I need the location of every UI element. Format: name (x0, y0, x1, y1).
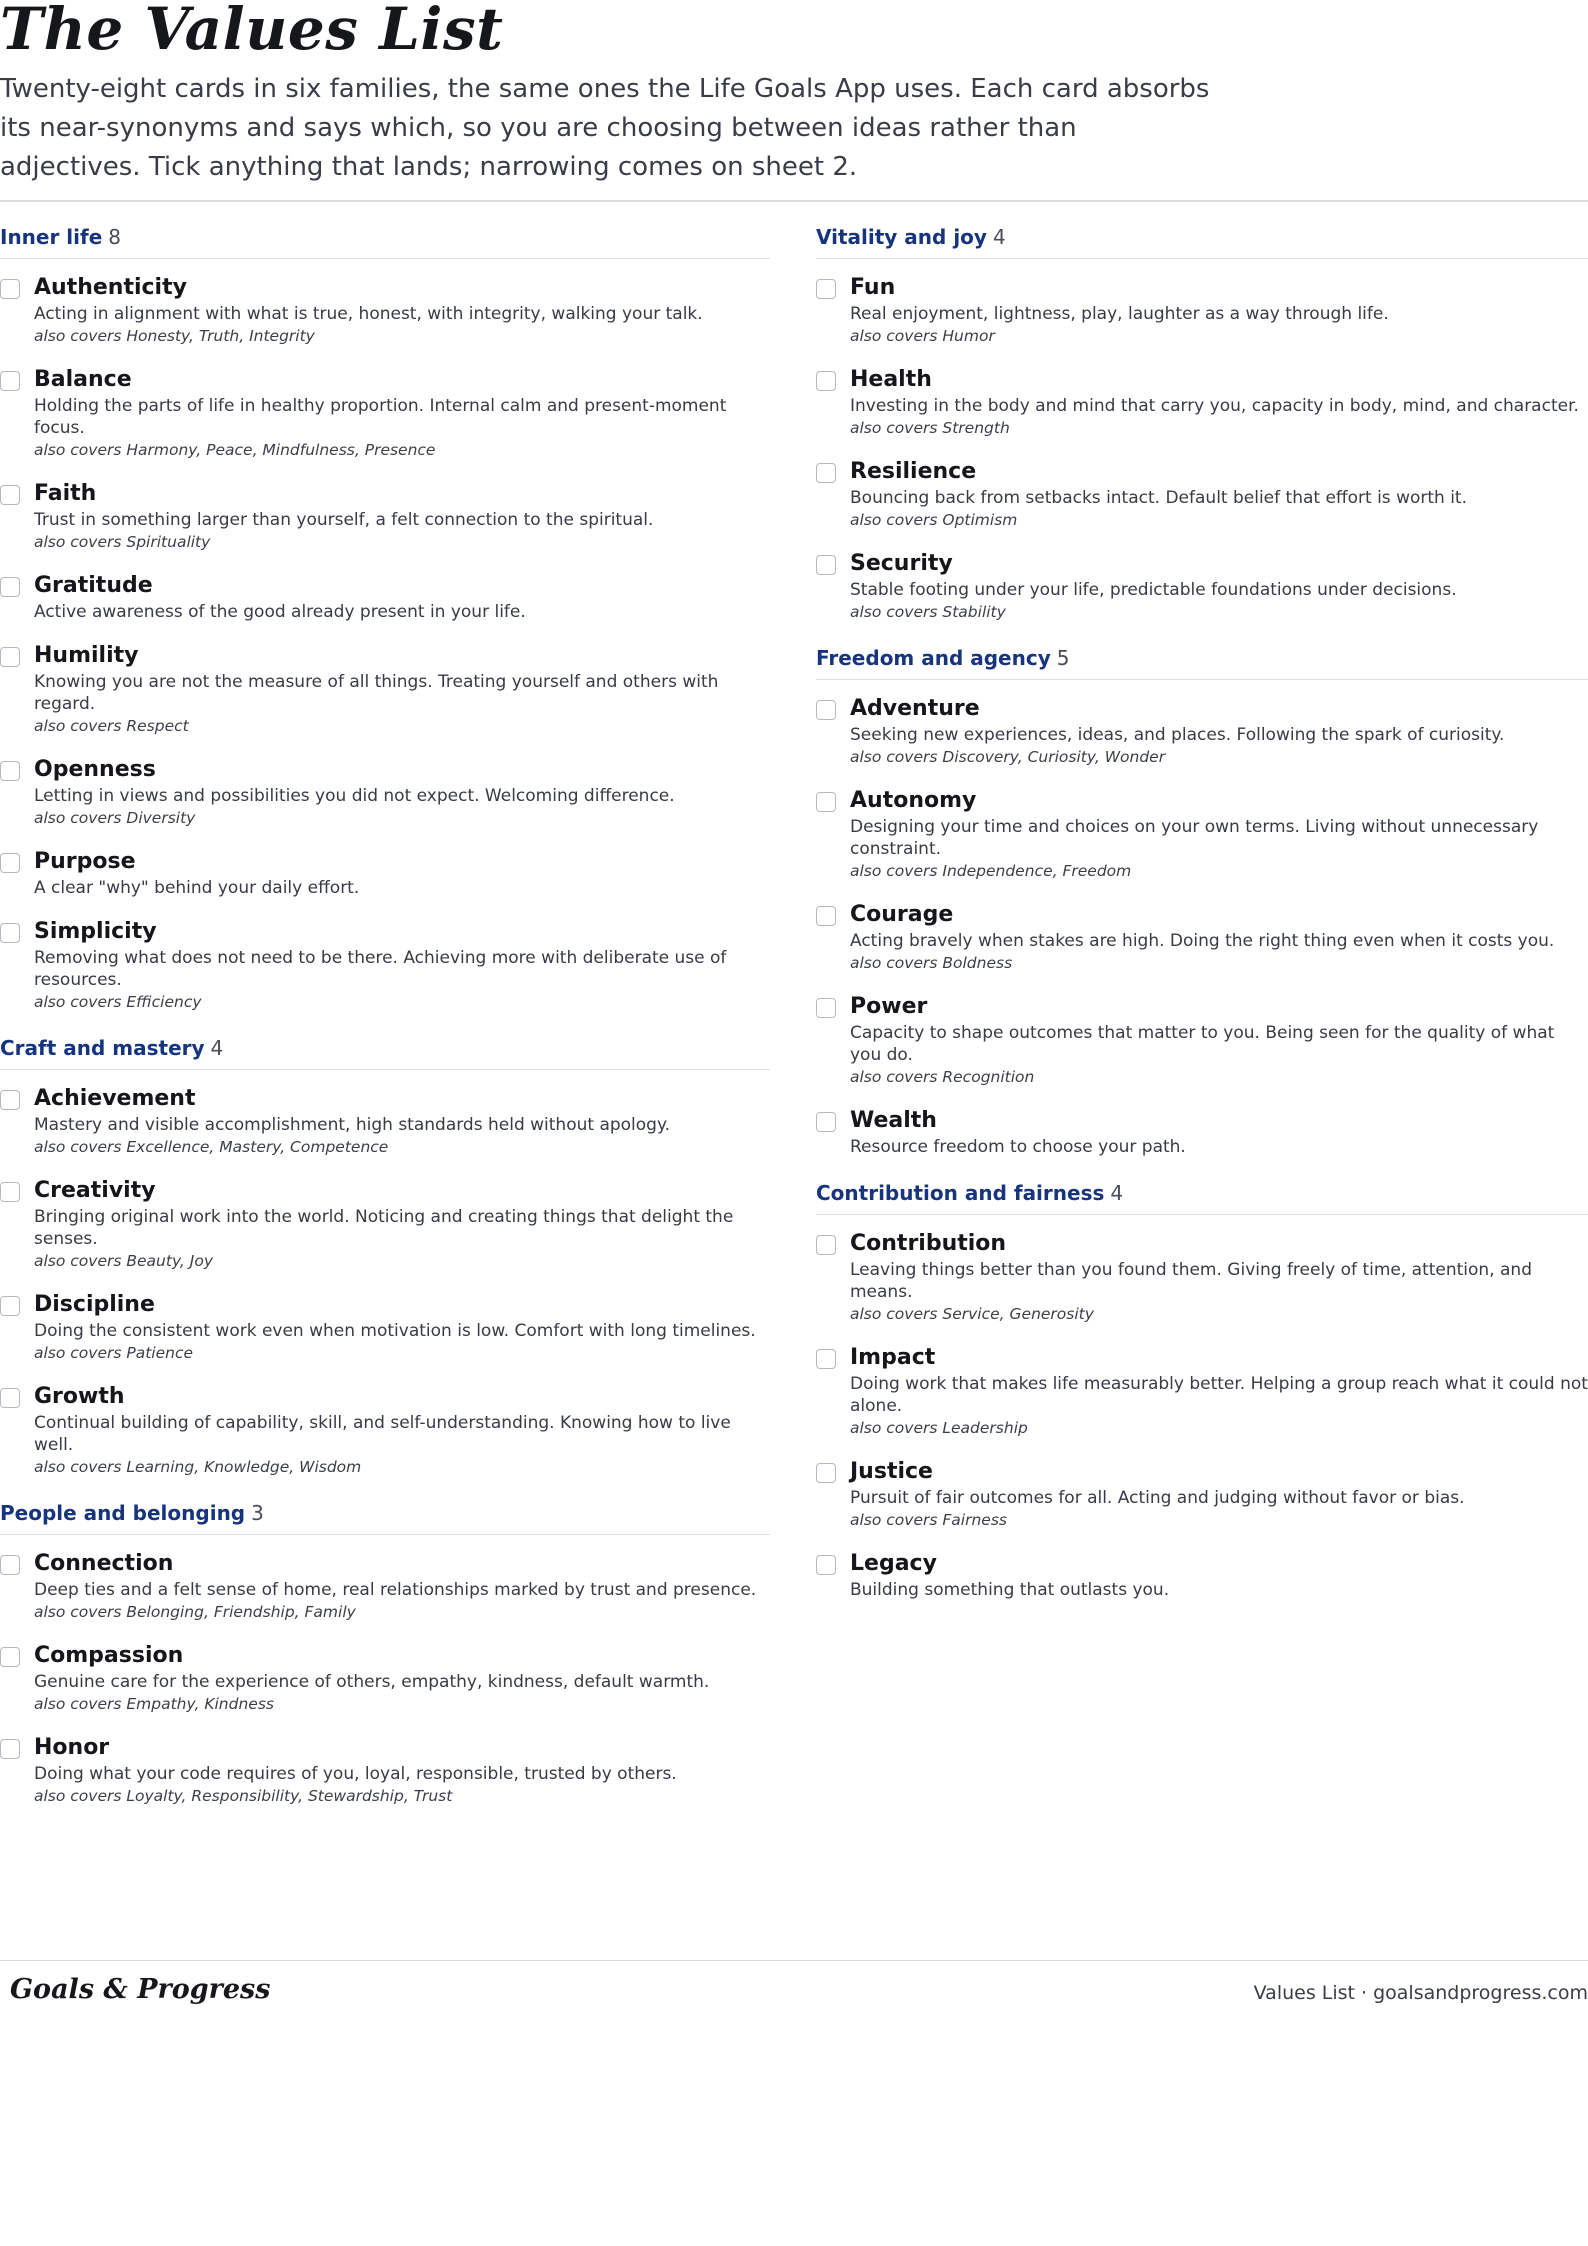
value-also-covers: also covers Learning, Knowledge, Wisdom (34, 1458, 362, 1476)
value-card-humility (0, 641, 770, 737)
value-description: Trust in something larger than yourself, a felt connection to the spiritual. (34, 510, 654, 530)
value-name: Discipline (34, 1292, 155, 1317)
value-description: Knowing you are not the measure of all things. Treating yourself and others with regard. (34, 672, 719, 714)
value-card-authenticity (0, 273, 770, 347)
value-description: Doing what your code requires of you, loyal, responsible, trusted by others. (34, 1764, 677, 1784)
value-card-discipline (0, 1290, 770, 1364)
value-description: Capacity to shape outcomes that matter to you. Being seen for the quality of what you do. (850, 1023, 1555, 1065)
family-count: 8 (108, 225, 122, 249)
checkbox-impact[interactable] (816, 1349, 836, 1369)
value-name: Balance (34, 367, 132, 392)
checkbox-faith[interactable] (0, 485, 20, 505)
value-also-covers: also covers Respect (34, 717, 189, 735)
checkbox-purpose[interactable] (0, 853, 20, 873)
value-name: Openness (34, 757, 156, 782)
value-card-honor (0, 1733, 770, 1807)
value-card-impact (816, 1343, 1588, 1439)
brand-logo: Goals & Progress (10, 1974, 271, 2005)
value-also-covers: also covers Independence, Freedom (850, 862, 1132, 880)
family-name: Inner life (0, 225, 103, 249)
value-also-covers: also covers Efficiency (34, 993, 202, 1011)
value-also-covers: also covers Excellence, Mastery, Competence (34, 1138, 389, 1156)
value-description: Holding the parts of life in healthy proportion. Internal calm and present-moment focus. (34, 396, 727, 438)
checkbox-compassion[interactable] (0, 1647, 20, 1667)
value-name: Compassion (34, 1643, 184, 1668)
checkbox-discipline[interactable] (0, 1296, 20, 1316)
family-vitality-and-joy (816, 222, 1588, 623)
value-name: Creativity (34, 1178, 156, 1203)
value-description: A clear "why" behind your daily effort. (34, 878, 360, 898)
checkbox-achievement[interactable] (0, 1090, 20, 1110)
value-card-simplicity (0, 917, 770, 1013)
value-name: Authenticity (34, 275, 187, 300)
value-description: Acting in alignment with what is true, honest, with integrity, walking your talk. (34, 304, 703, 324)
value-name: Fun (850, 275, 896, 300)
family-name: Vitality and joy (816, 225, 987, 249)
value-card-power (816, 992, 1588, 1088)
value-card-autonomy (816, 786, 1588, 882)
footer-divider (0, 1960, 1588, 1961)
page-title: The Values List (0, 0, 504, 63)
value-also-covers: also covers Boldness (850, 954, 1013, 972)
value-description: Building something that outlasts you. (850, 1580, 1170, 1600)
checkbox-connection[interactable] (0, 1555, 20, 1575)
checkbox-security[interactable] (816, 555, 836, 575)
value-description: Continual building of capability, skill, and self-understanding. Knowing how to live well. (34, 1413, 731, 1455)
value-description: Letting in views and possibilities you did not expect. Welcoming difference. (34, 786, 675, 806)
value-description: Designing your time and choices on your own terms. Living without unnecessary constraint. (850, 817, 1539, 859)
family-heading (0, 1498, 770, 1535)
footer-text: Values List · goalsandprogress.com (1253, 1982, 1588, 2004)
value-description: Removing what does not need to be there. Achieving more with deliberate use of resources. (34, 948, 727, 990)
value-name: Security (850, 551, 953, 576)
value-also-covers: also covers Empathy, Kindness (34, 1695, 274, 1713)
family-heading (816, 643, 1588, 680)
family-count: 4 (992, 225, 1006, 249)
checkbox-wealth[interactable] (816, 1112, 836, 1132)
value-description: Bringing original work into the world. Noticing and creating things that delight the senses. (34, 1207, 734, 1249)
checkbox-contribution[interactable] (816, 1235, 836, 1255)
value-also-covers: also covers Spirituality (34, 533, 211, 551)
value-name: Justice (850, 1459, 933, 1484)
value-name: Adventure (850, 696, 980, 721)
checkbox-creativity[interactable] (0, 1182, 20, 1202)
value-card-openness (0, 755, 770, 829)
value-name: Honor (34, 1735, 110, 1760)
value-also-covers: also covers Honesty, Truth, Integrity (34, 327, 315, 345)
value-card-faith (0, 479, 770, 553)
value-description: Doing work that makes life measurably better. Helping a group reach what it could not alone. (850, 1374, 1588, 1416)
family-count: 3 (251, 1501, 264, 1525)
checkbox-justice[interactable] (816, 1463, 836, 1483)
value-name: Power (850, 994, 928, 1019)
left-column (0, 222, 770, 1827)
checkbox-courage[interactable] (816, 906, 836, 926)
family-name: People and belonging (0, 1501, 246, 1525)
value-card-purpose (0, 847, 770, 899)
family-name: Craft and mastery (0, 1036, 205, 1060)
value-card-adventure (816, 694, 1588, 768)
value-also-covers: also covers Belonging, Friendship, Family (34, 1603, 356, 1621)
value-description: Doing the consistent work even when motivation is low. Comfort with long timelines. (34, 1321, 756, 1341)
value-card-connection (0, 1549, 770, 1623)
family-heading (0, 222, 770, 259)
value-also-covers: also covers Harmony, Peace, Mindfulness, Presence (34, 441, 436, 459)
value-description: Leaving things better than you found them. Giving freely of time, attention, and means. (850, 1260, 1532, 1302)
checkbox-honor[interactable] (0, 1739, 20, 1759)
checkbox-fun[interactable] (816, 279, 836, 299)
value-description: Active awareness of the good already present in your life. (34, 602, 526, 622)
value-also-covers: also covers Patience (34, 1344, 194, 1362)
value-also-covers: also covers Fairness (850, 1511, 1007, 1529)
value-name: Faith (34, 481, 97, 506)
value-card-fun (816, 273, 1588, 347)
value-name: Achievement (34, 1086, 196, 1111)
family-contribution-and-fairness (816, 1178, 1588, 1601)
value-also-covers: also covers Diversity (34, 809, 196, 827)
value-description: Bouncing back from setbacks intact. Default belief that effort is worth it. (850, 488, 1467, 508)
value-name: Wealth (850, 1108, 937, 1133)
family-craft-and-mastery (0, 1033, 770, 1478)
value-card-wealth (816, 1106, 1588, 1158)
value-card-growth (0, 1382, 770, 1478)
value-also-covers: also covers Loyalty, Responsibility, Stewardship, Trust (34, 1787, 453, 1805)
value-also-covers: also covers Beauty, Joy (34, 1252, 213, 1270)
value-description: Stable footing under your life, predictable foundations under decisions. (850, 580, 1457, 600)
value-description: Mastery and visible accomplishment, high standards held without apology. (34, 1115, 671, 1135)
family-name: Freedom and agency (816, 646, 1051, 670)
family-people-and-belonging (0, 1498, 770, 1807)
value-also-covers: also covers Discovery, Curiosity, Wonder (850, 748, 1166, 766)
family-heading (816, 222, 1588, 259)
value-also-covers: also covers Recognition (850, 1068, 1035, 1086)
family-heading (816, 1178, 1588, 1215)
value-card-achievement (0, 1084, 770, 1158)
value-card-legacy (816, 1549, 1588, 1601)
value-name: Health (850, 367, 932, 392)
family-count: 4 (210, 1036, 224, 1060)
value-name: Gratitude (34, 573, 153, 598)
value-card-balance (0, 365, 770, 461)
value-card-resilience (816, 457, 1588, 531)
value-name: Resilience (850, 459, 977, 484)
family-inner-life (0, 222, 770, 1013)
intro-text: Twenty-eight cards in six families, the same ones the Life Goals App uses. Each card absorbs its near-synonyms and says which, so you are choosing between ideas rather than adjectives. Tick anything that lands; narrowing comes on sheet 2. (0, 74, 1210, 182)
value-description: Acting bravely when stakes are high. Doing the right thing even when it costs you. (850, 931, 1555, 951)
checkbox-gratitude[interactable] (0, 577, 20, 597)
value-name: Impact (850, 1345, 936, 1370)
checkbox-power[interactable] (816, 998, 836, 1018)
value-card-compassion (0, 1641, 770, 1715)
checkbox-health[interactable] (816, 371, 836, 391)
value-card-justice (816, 1457, 1588, 1531)
family-freedom-and-agency (816, 643, 1588, 1158)
checkbox-resilience[interactable] (816, 463, 836, 483)
value-name: Contribution (850, 1231, 1007, 1256)
checkbox-authenticity[interactable] (0, 279, 20, 299)
value-name: Growth (34, 1384, 125, 1409)
value-also-covers: also covers Humor (850, 327, 995, 345)
value-also-covers: also covers Leadership (850, 1419, 1028, 1437)
value-also-covers: also covers Service, Generosity (850, 1305, 1094, 1323)
value-description: Deep ties and a felt sense of home, real relationships marked by trust and presence. (34, 1580, 757, 1600)
right-column (816, 222, 1588, 1621)
value-card-health (816, 365, 1588, 439)
value-name: Connection (34, 1551, 174, 1576)
value-name: Purpose (34, 849, 136, 874)
value-card-gratitude (0, 571, 770, 623)
checkbox-simplicity[interactable] (0, 923, 20, 943)
value-description: Real enjoyment, lightness, play, laughter as a way through life. (850, 304, 1389, 324)
value-also-covers: also covers Stability (850, 603, 1006, 621)
family-count: 5 (1056, 646, 1070, 670)
value-also-covers: also covers Strength (850, 419, 1010, 437)
value-card-security (816, 549, 1588, 623)
value-card-courage (816, 900, 1588, 974)
checkbox-growth[interactable] (0, 1388, 20, 1408)
checkbox-legacy[interactable] (816, 1555, 836, 1575)
family-name: Contribution and fairness (816, 1181, 1105, 1205)
value-name: Autonomy (850, 788, 977, 813)
value-card-contribution (816, 1229, 1588, 1325)
checkbox-openness[interactable] (0, 761, 20, 781)
header-divider (0, 200, 1588, 202)
checkbox-adventure[interactable] (816, 700, 836, 720)
value-also-covers: also covers Optimism (850, 511, 1018, 529)
value-description: Genuine care for the experience of others, empathy, kindness, default warmth. (34, 1672, 710, 1692)
value-description: Resource freedom to choose your path. (850, 1137, 1186, 1157)
checkbox-balance[interactable] (0, 371, 20, 391)
value-description: Investing in the body and mind that carry you, capacity in body, mind, and character. (850, 396, 1579, 416)
family-count: 4 (1110, 1181, 1124, 1205)
value-description: Seeking new experiences, ideas, and places. Following the spark of curiosity. (850, 725, 1505, 745)
value-card-creativity (0, 1176, 770, 1272)
checkbox-humility[interactable] (0, 647, 20, 667)
value-name: Humility (34, 643, 139, 668)
value-description: Pursuit of fair outcomes for all. Acting and judging without favor or bias. (850, 1488, 1465, 1508)
family-heading (0, 1033, 770, 1070)
value-name: Courage (850, 902, 954, 927)
checkbox-autonomy[interactable] (816, 792, 836, 812)
value-name: Simplicity (34, 919, 157, 944)
value-name: Legacy (850, 1551, 937, 1576)
